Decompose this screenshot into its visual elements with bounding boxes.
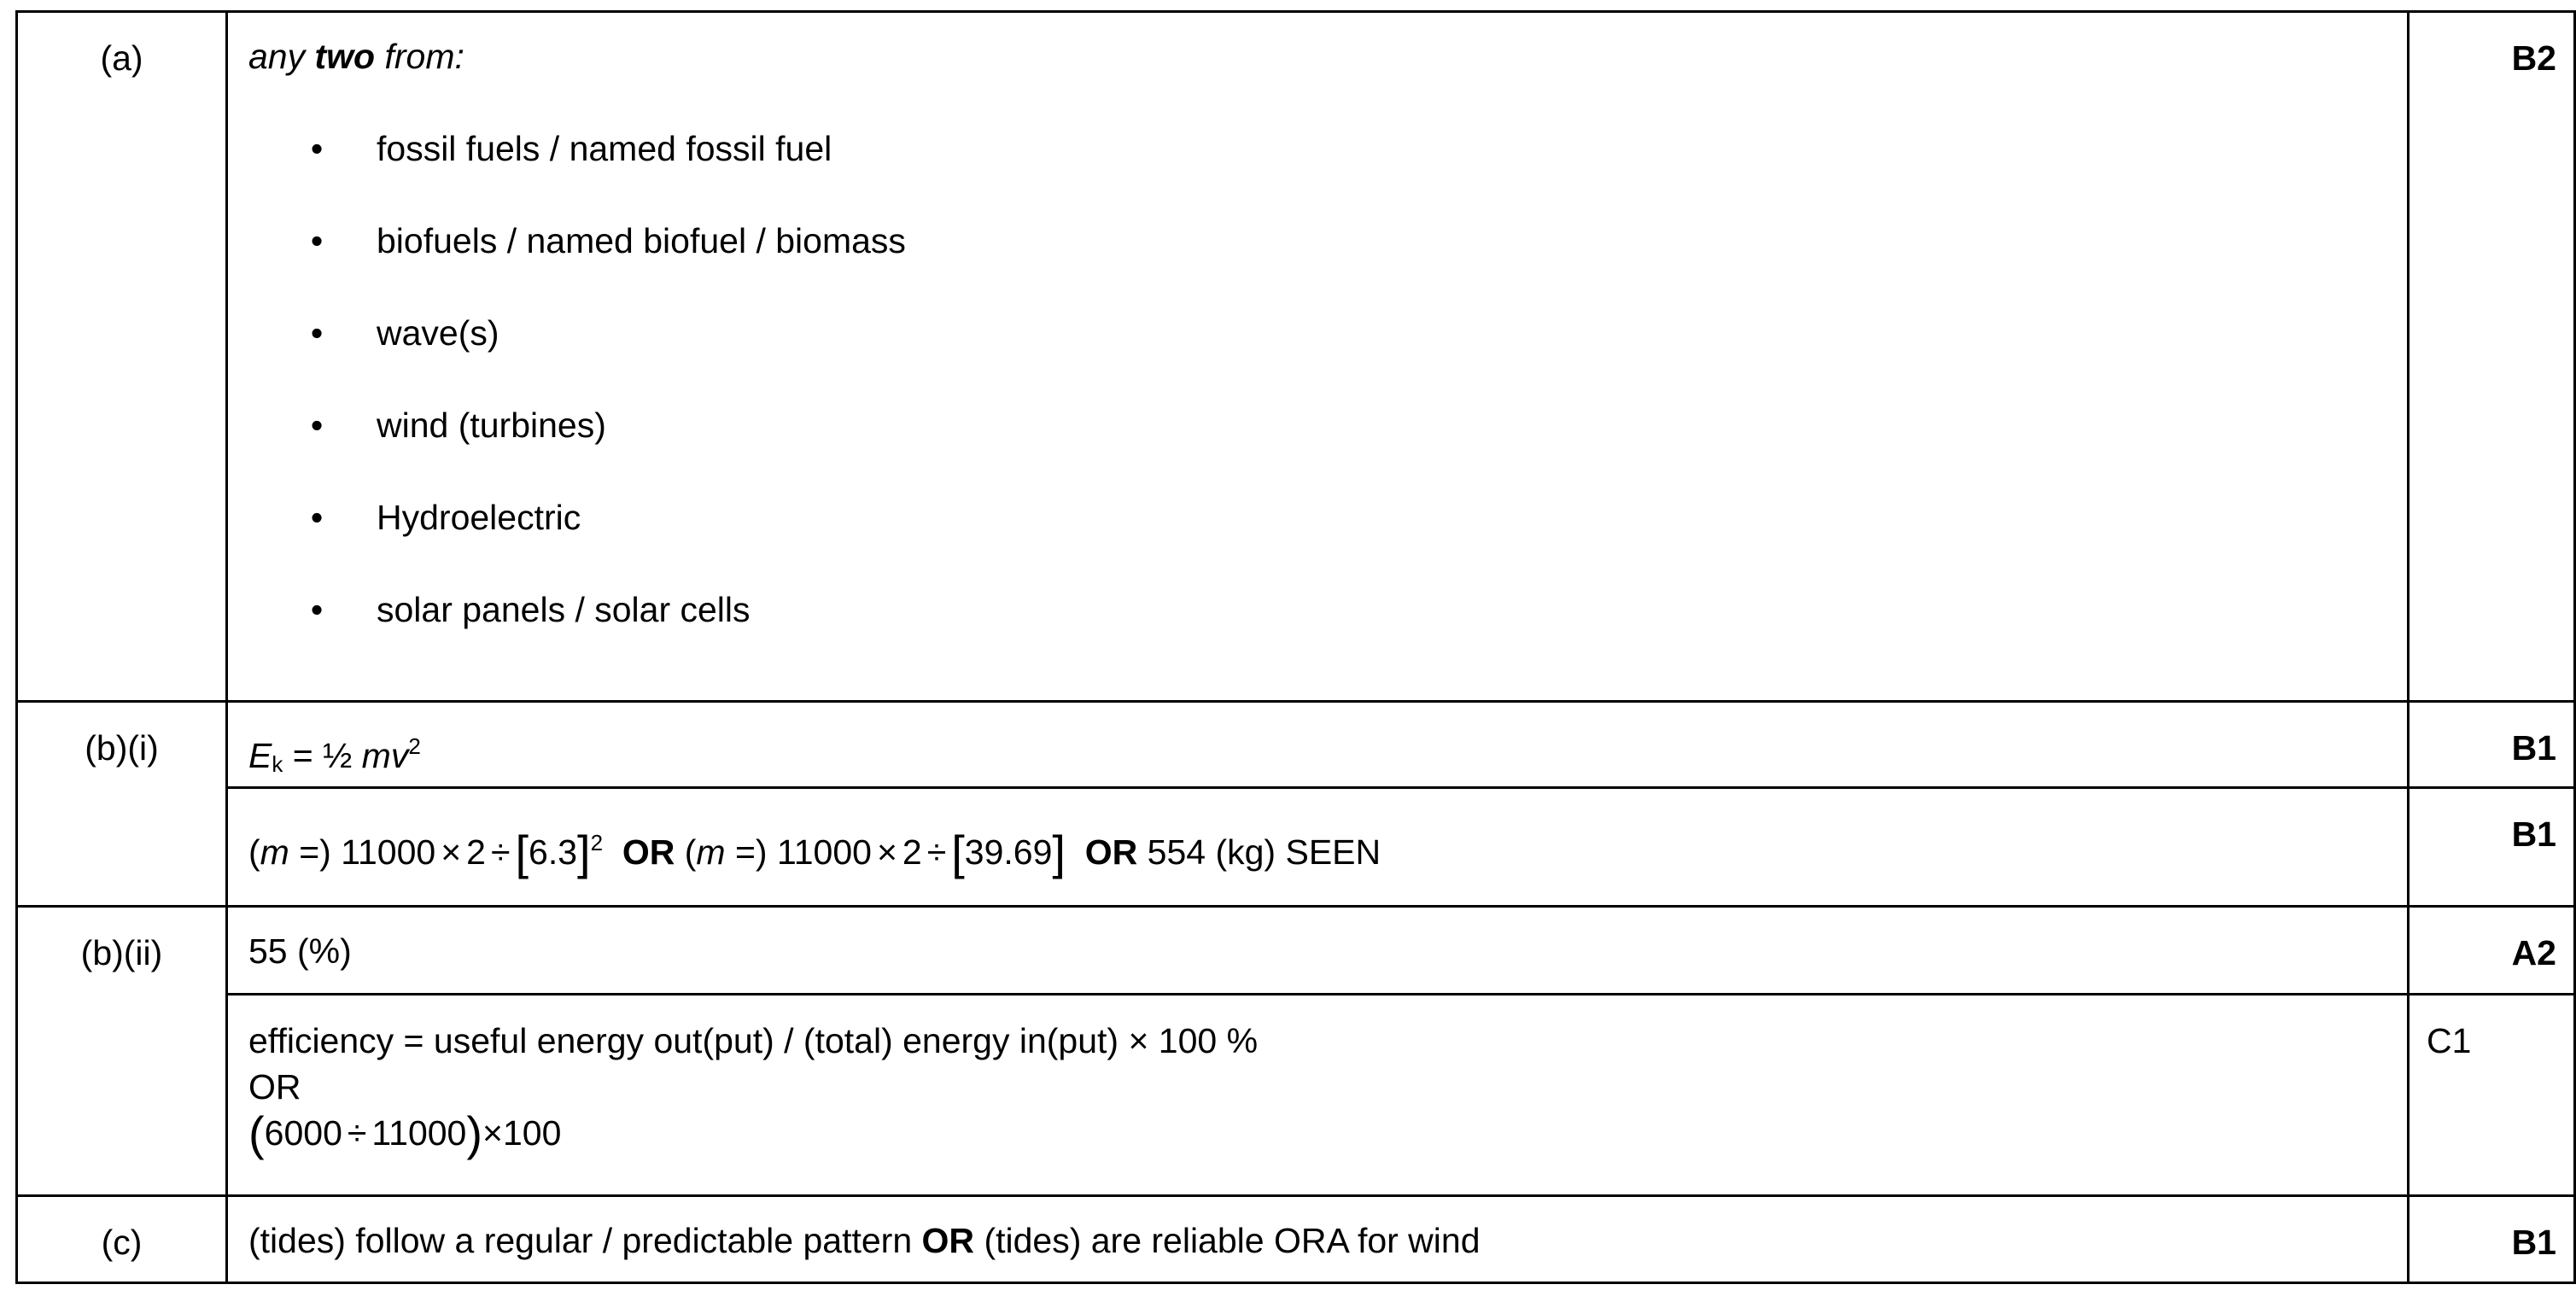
table-row xyxy=(17,995,2575,1196)
table-row xyxy=(17,702,2575,788)
answer-cell: (m =) $11000 \times 2 \div [6.3]^2$ OR (m =) 11000 × 2 ÷ [39.69] OR 554 (kg) SEEN xyxy=(227,788,2409,907)
question-number: (b)(i) xyxy=(17,702,227,907)
mark-cell: B1 xyxy=(2409,702,2575,788)
table-row xyxy=(17,12,2575,702)
list-item: • wave(s) xyxy=(310,313,499,353)
list-item: • solar panels / solar cells xyxy=(310,590,751,629)
mark-cell: C1 xyxy=(2409,995,2575,1196)
answer-cell: (tides) follow a regular / predictable pattern OR (tides) are reliable ORA for wind xyxy=(227,1196,2409,1283)
table-row xyxy=(17,1196,2575,1283)
list-item: • wind (turbines) xyxy=(310,406,606,445)
list-item: • biofuels / named biofuel / biomass xyxy=(310,221,906,260)
answer-cell xyxy=(227,12,2409,702)
table-row xyxy=(17,907,2575,995)
answer-cell: 55 (%) xyxy=(227,907,2409,995)
question-number: (a) xyxy=(17,12,227,702)
question-number: (c) xyxy=(17,1196,227,1283)
answer-intro: any two from: xyxy=(248,37,464,76)
mark-cell: B1 xyxy=(2409,1196,2575,1283)
question-number: (b)(ii) xyxy=(17,907,227,1196)
answer-bullet-list xyxy=(248,131,2386,628)
mark-cell: B1 xyxy=(2409,788,2575,907)
list-item: • fossil fuels / named fossil fuel xyxy=(310,129,832,168)
mark-cell: A2 xyxy=(2409,907,2575,995)
mark-scheme-table xyxy=(15,10,2576,1284)
mark-cell: B2 xyxy=(2409,12,2575,702)
table-row xyxy=(17,788,2575,907)
list-item: • Hydroelectric xyxy=(310,498,581,537)
answer-cell: $E_k$ = ½ $mv^2$ xyxy=(227,702,2409,788)
answer-cell: efficiency = useful energy out(put) / (total) energy in(put) × 100 % OR (6000 ÷ 11000)×100 xyxy=(227,995,2409,1196)
